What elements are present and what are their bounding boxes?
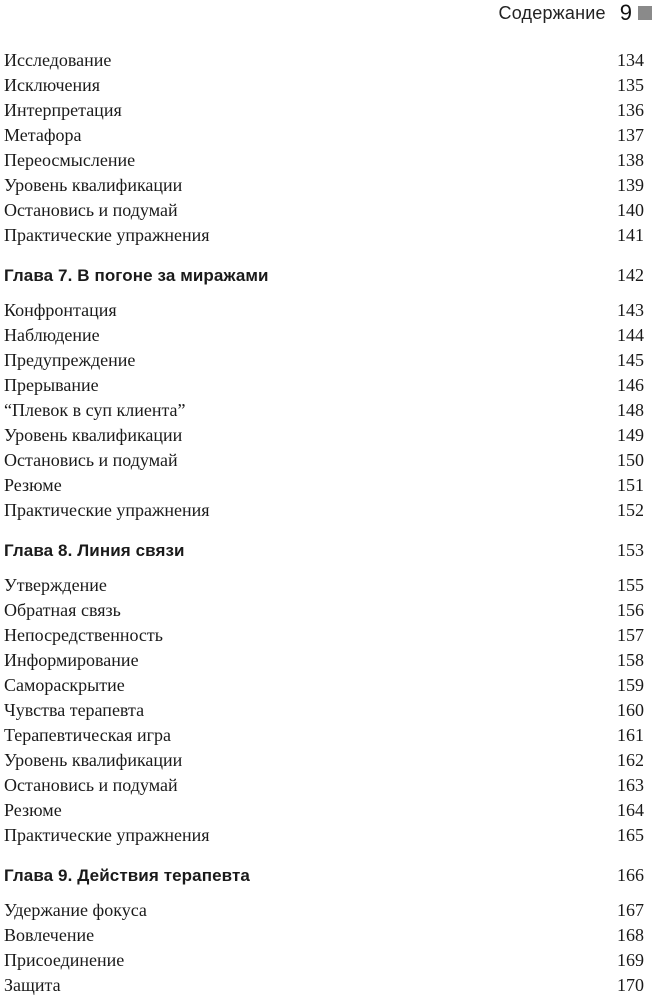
toc-entry-label: Исследование [4,50,112,70]
toc-page-number: 135 [617,75,644,95]
toc-page-number: 169 [617,950,644,970]
toc-entry-label: Практические упражнения [4,825,210,845]
toc-entry-label: Остановись и подумай [4,775,178,795]
toc-page-number: 151 [617,475,644,495]
toc-entry [4,723,646,748]
toc-entry [4,598,646,623]
toc-entry-label: Обратная связь [4,600,121,620]
toc-page-number: 155 [617,575,644,595]
toc-page-number: 144 [617,325,644,345]
toc-entry-label: Практические упражнения [4,500,210,520]
toc-entry [4,673,646,698]
toc-entry [4,398,646,423]
toc-chapter-title: Глава 9. Действия терапевта [4,866,250,885]
toc-entry-label: Уровень квалификации [4,750,183,770]
toc-chapter-heading [4,262,646,288]
toc-chapter-title: Глава 8. Линия связи [4,541,185,560]
page-number: 9 [619,0,632,25]
toc-entry [4,823,646,848]
toc-entry-label: Удержание фокуса [4,900,147,920]
toc-chapter-heading [4,862,646,888]
toc-entry [4,223,646,248]
toc-entry [4,373,646,398]
toc-entry-label: Остановись и подумай [4,200,178,220]
toc-entry-label: Интерпретация [4,100,122,120]
toc-page-number: 146 [617,375,644,395]
toc-page-number: 140 [617,200,644,220]
toc-page-number: 149 [617,425,644,445]
toc-entry [4,698,646,723]
toc-page-number: 164 [617,800,644,820]
toc-entry [4,473,646,498]
toc-page-number: 134 [617,50,644,70]
toc-entry [4,498,646,523]
toc-page-number: 152 [617,500,644,520]
toc-chapter-heading [4,537,646,563]
toc-page-number: 156 [617,600,644,620]
toc-entry-label: Резюме [4,800,62,820]
toc-entry [4,798,646,823]
toc-entry-label: Практические упражнения [4,225,210,245]
toc-entry-label: Информирование [4,650,139,670]
toc-entry [4,298,646,323]
toc-entry [4,148,646,173]
toc-page-number: 168 [617,925,644,945]
toc-page-number: 158 [617,650,644,670]
toc-entry [4,173,646,198]
toc-entry [4,623,646,648]
toc-entry-label: Остановись и подумай [4,450,178,470]
toc-entry-label: Присоединение [4,950,125,970]
toc-entry [4,923,646,948]
toc-entry-label: Защита [4,975,61,995]
toc-entry-label: Уровень квалификации [4,175,183,195]
toc-entry [4,773,646,798]
toc-entry [4,348,646,373]
toc-entry-label: Чувства терапевта [4,700,145,720]
toc-page-number: 142 [617,265,644,285]
toc-page-number: 161 [617,725,644,745]
running-header [499,0,652,26]
toc-entry-label: Утверждение [4,575,107,595]
toc-page-number: 170 [617,975,644,995]
toc-page-number: 157 [617,625,644,645]
toc-page-number: 167 [617,900,644,920]
toc-page-number: 139 [617,175,644,195]
toc-entry-label: Прерывание [4,375,99,395]
toc-page-number: 150 [617,450,644,470]
toc-entry-label: “Плевок в суп клиента” [4,400,186,420]
toc-entry-label: Вовлечение [4,925,95,945]
toc-page-number: 159 [617,675,644,695]
toc-entry [4,648,646,673]
toc-page-number: 137 [617,125,644,145]
toc-entry [4,73,646,98]
toc-page-number: 165 [617,825,644,845]
toc-page-number: 163 [617,775,644,795]
toc-entry [4,48,646,73]
toc-entry-label: Непосредственность [4,625,163,645]
toc-entry [4,948,646,973]
toc-entry [4,123,646,148]
toc-entry [4,573,646,598]
toc-entry [4,98,646,123]
toc-page-number: 153 [617,540,644,560]
running-header-title: Содержание [498,2,606,23]
toc-page-number: 141 [617,225,644,245]
toc-page-number: 148 [617,400,644,420]
toc-entry [4,423,646,448]
toc-page-number: 160 [617,700,644,720]
toc-entry [4,198,646,223]
toc-entry-label: Конфронтация [4,300,117,320]
toc-entry-label: Терапевтическая игра [4,725,171,745]
toc-entry [4,448,646,473]
table-of-contents [4,48,646,998]
toc-entry-label: Уровень квалификации [4,425,183,445]
toc-entry-label: Предупреждение [4,350,136,370]
toc-entry-label: Исключения [4,75,101,95]
toc-entry [4,748,646,773]
toc-page-number: 162 [617,750,644,770]
toc-entry [4,973,646,998]
toc-page-number: 136 [617,100,644,120]
toc-page-number: 143 [617,300,644,320]
toc-chapter-title: Глава 7. В погоне за миражами [4,266,269,285]
toc-entry [4,323,646,348]
toc-entry [4,898,646,923]
toc-entry-label: Самораскрытие [4,675,125,695]
toc-page-number: 166 [617,865,644,885]
toc-entry-label: Переосмысление [4,150,136,170]
toc-entry-label: Резюме [4,475,62,495]
toc-page-number: 145 [617,350,644,370]
toc-entry-label: Метафора [4,125,82,145]
toc-entry-label: Наблюдение [4,325,100,345]
corner-mark-icon [638,6,652,20]
toc-page-number: 138 [617,150,644,170]
